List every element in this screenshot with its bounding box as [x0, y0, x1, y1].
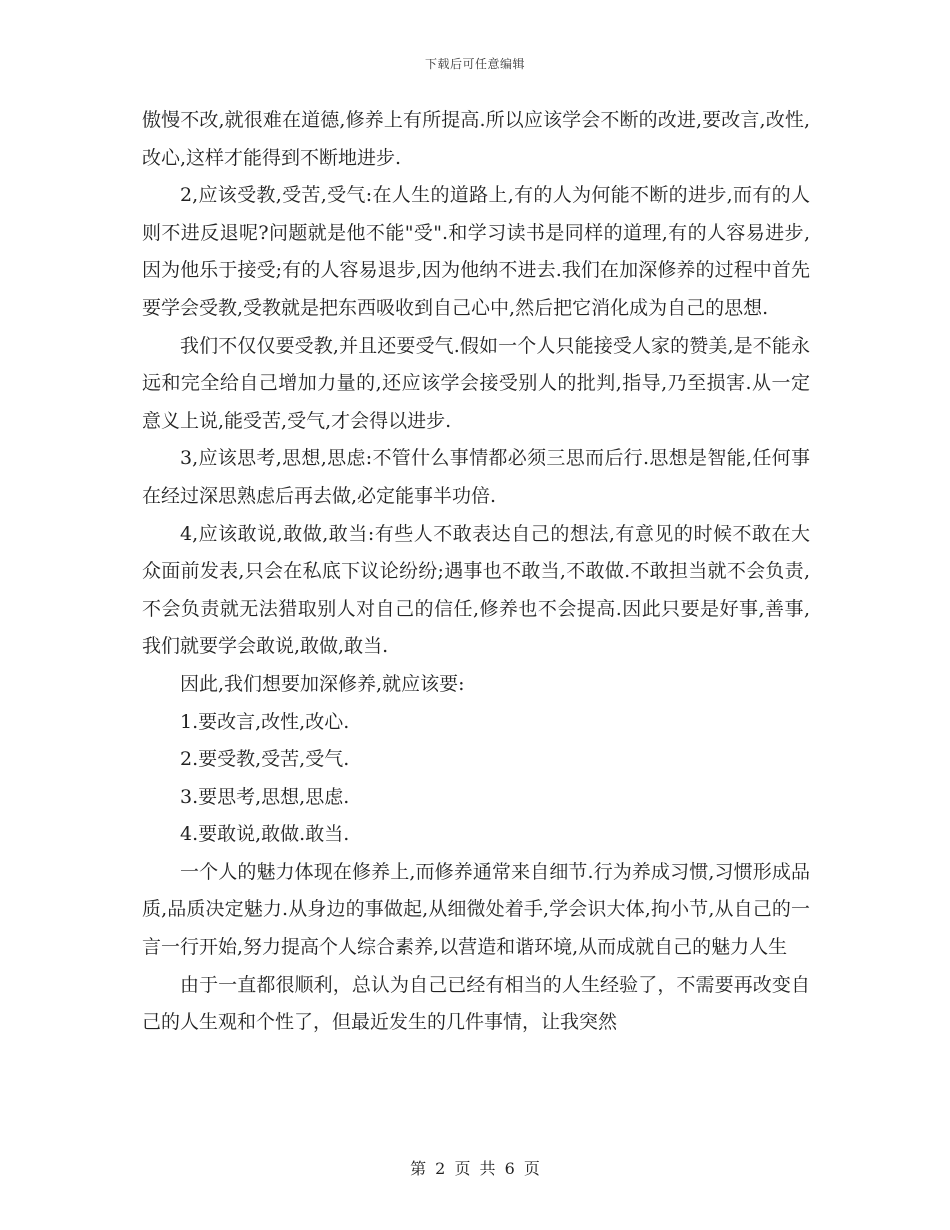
paragraph: 傲慢不改,就很难在道德,修养上有所提高.所以应该学会不断的改进,要改言,改性,改心,这样才能得到不断地进步. — [142, 109, 810, 169]
paragraph: 我们不仅仅要受教,并且还要受气.假如一个人只能接受人家的赞美,是不能永远和完全给自己增加力量的,还应该学会接受别人的批判,指导,乃至损害.从一定意义上说,能受苦,受气,才会得以进步. — [142, 334, 810, 432]
paragraph: 由于一直都很顺利，总认为自己已经有相当的人生经验了，不需要再改变自己的人生观和个性了，但最近发生的几件事情，让我突然 — [142, 973, 810, 1034]
list-item: 3.要思考,思想,思虑. — [180, 785, 350, 808]
page-header: 下载后可任意编辑 — [424, 57, 525, 71]
paragraph: 4,应该敢说,敢做,敢当:有些人不敢表达自己的想法,有意见的时候不敢在大众面前发表,只会在私底下议论纷纷;遇事也不敢当,不敢做.不敢担当就不会负责,不会负责就无法猎取别人对自己的信任,修养也不会提高.因此只要是好事,善事,我们就要学会敢说,敢做,敢当. — [142, 522, 810, 658]
page-number-footer: 第 2 页 共 6 页 — [410, 1159, 540, 1178]
paragraph: 因此,我们想要加深修养,就应该要: — [180, 672, 465, 695]
paragraph: 一个人的魅力体现在修养上,而修养通常来自细节.行为养成习惯,习惯形成品质,品质决定魅力.从身边的事做起,从细微处着手,学会识大体,拘小节,从自己的一言一行开始,努力提高个人综合素养,以营造和谐环境,从而成就自己的魅力人生 — [142, 860, 810, 959]
paragraph: 2,应该受教,受苦,受气:在人生的道路上,有的人为何能不断的进步,而有的人则不进反退呢?问题就是他不能"受".和学习读书是同样的道理,有的人容易进步,因为他乐于接受;有的人容易退步,因为他纳不进去.我们在加深修养的过程中首先要学会受教,受教就是把东西吸收到自己心中,然后把它消化成为自己的思想. — [142, 184, 810, 319]
paragraph: 3,应该思考,思想,思虑:不管什么事情都必须三思而后行.思想是智能,任何事在经过深思熟虑后再去做,必定能事半功倍. — [142, 447, 810, 507]
list-item: 2.要受教,受苦,受气. — [180, 748, 350, 771]
list-item: 1.要改言,改性,改心. — [180, 710, 350, 733]
body-text — [142, 102, 810, 1042]
list-item: 4.要敢说,敢做.敢当. — [180, 823, 350, 846]
